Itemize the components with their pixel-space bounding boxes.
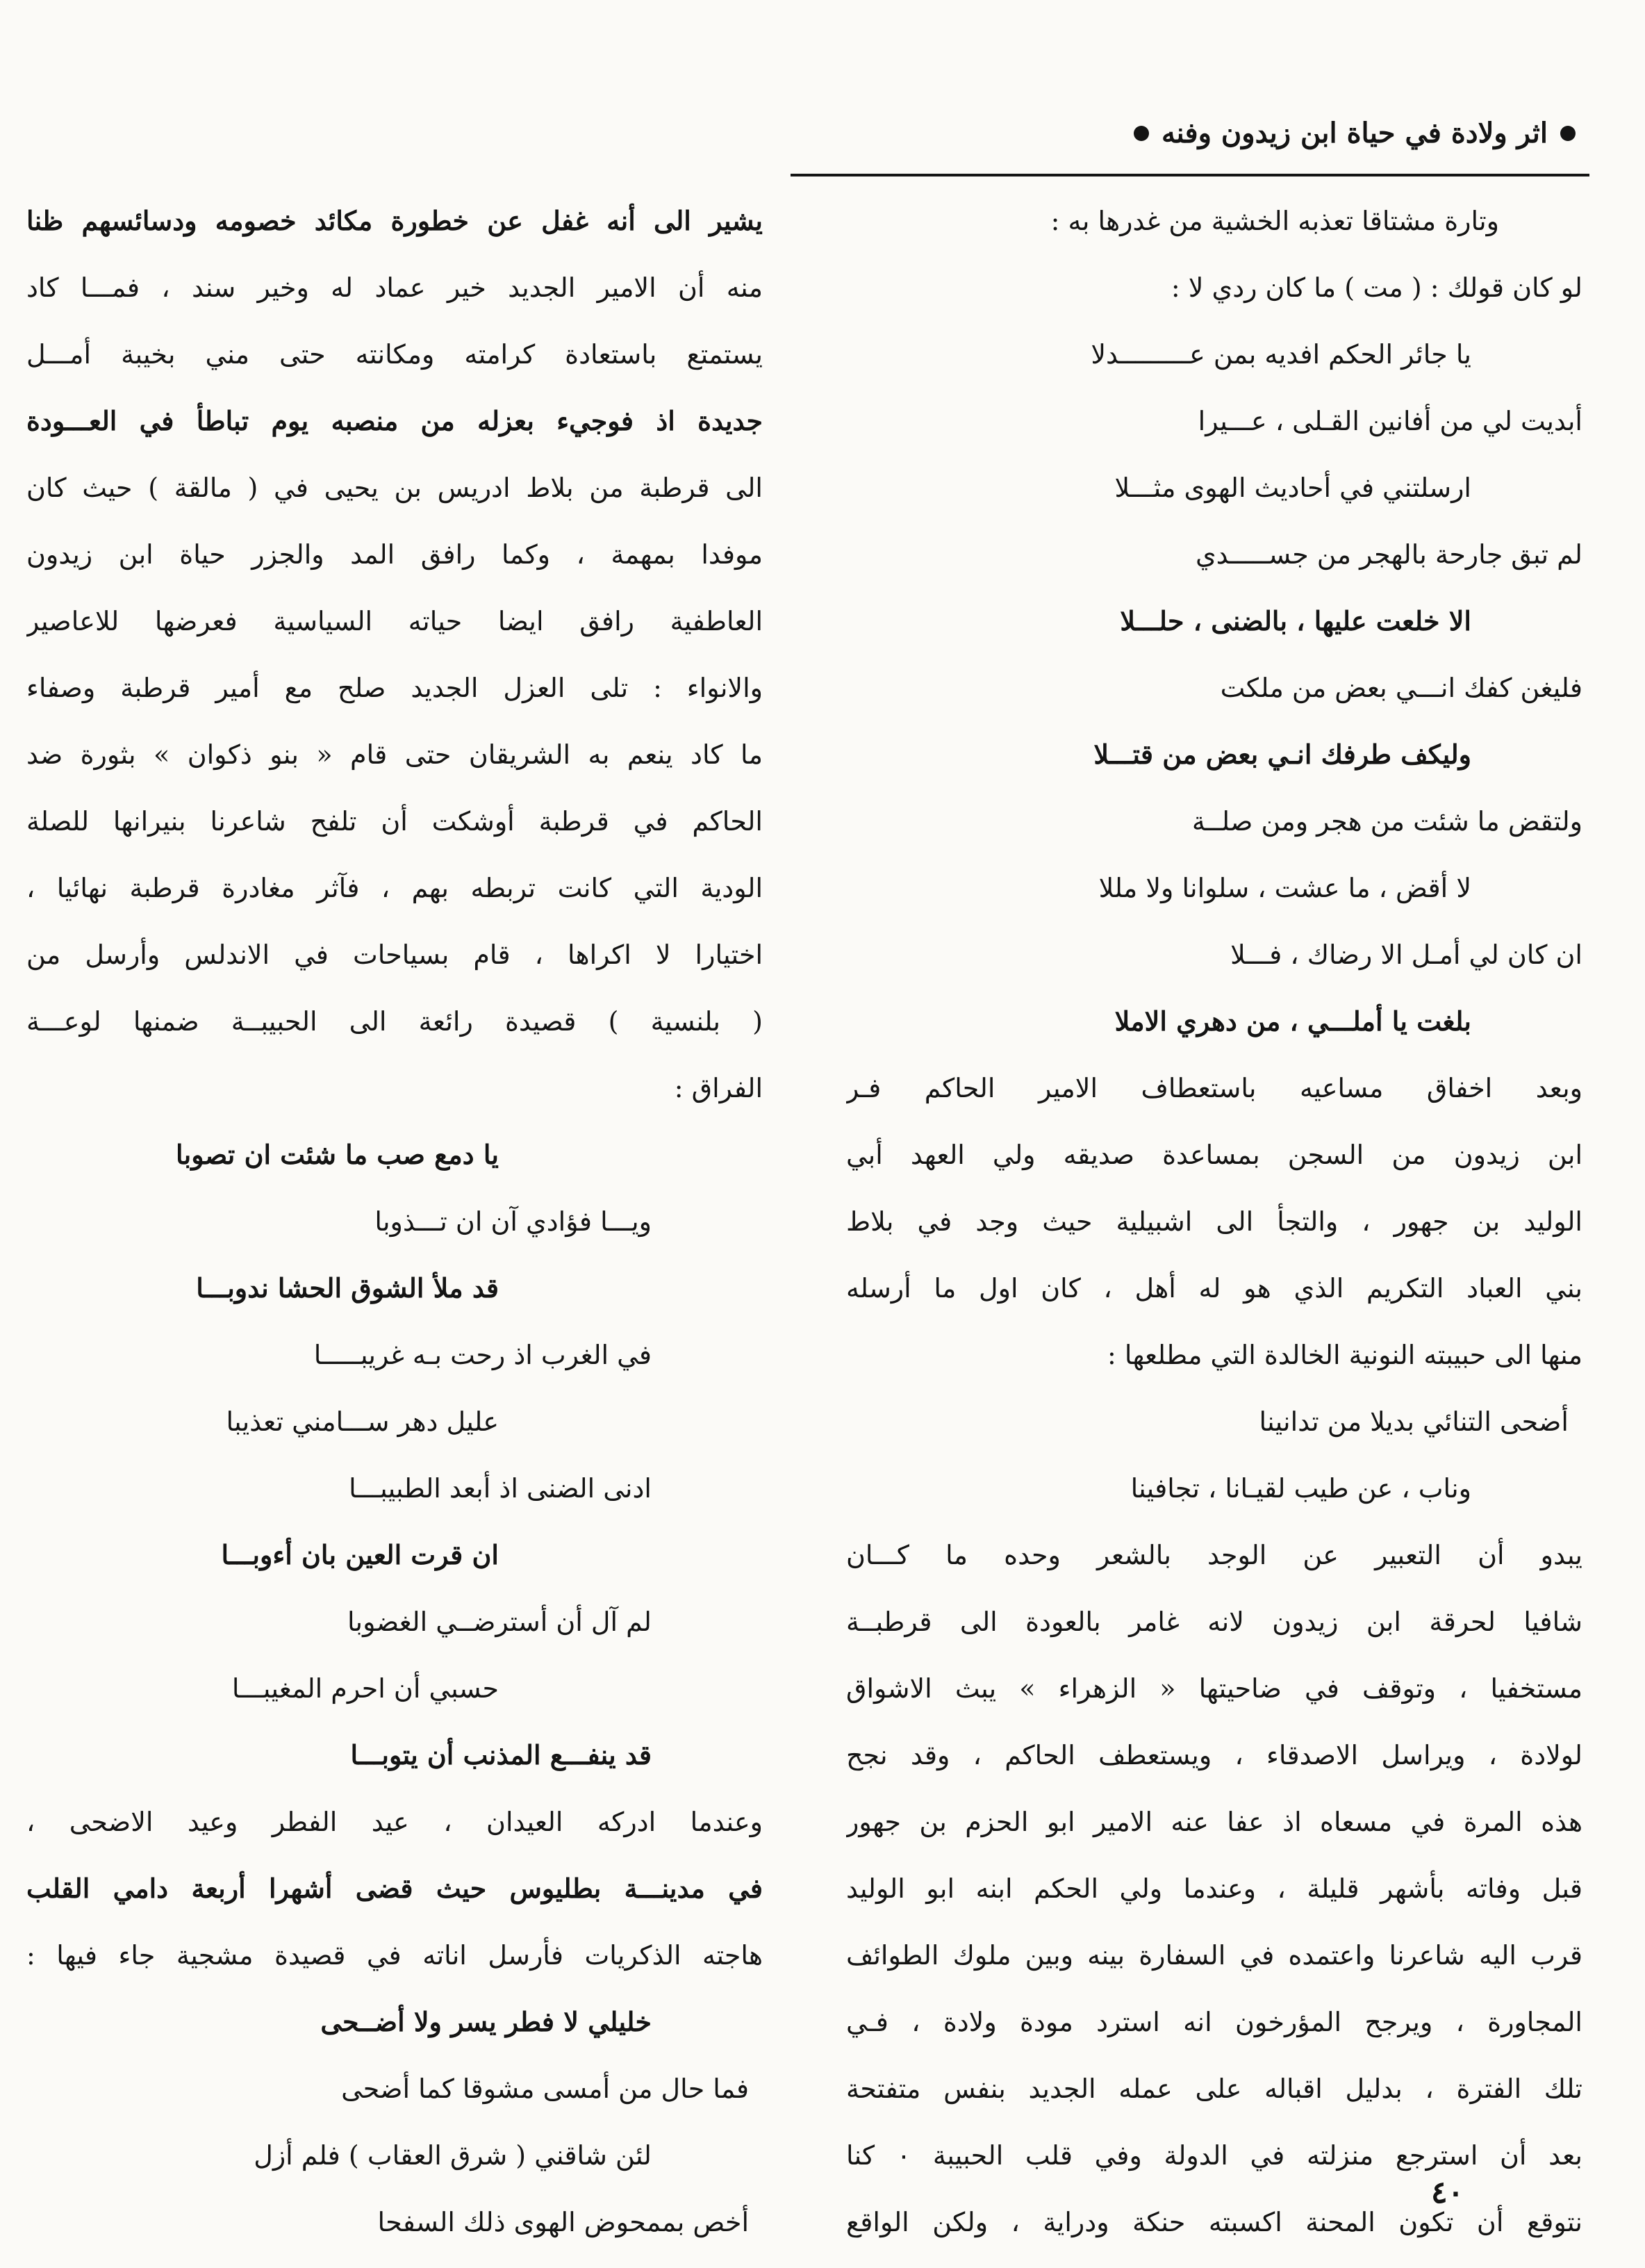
text-line: ان كان لي أمـل الا رضاك ، فـــلا bbox=[1230, 939, 1582, 970]
page-number: ٤٠ bbox=[1431, 2175, 1464, 2210]
text-line: ابن زيدون من السجن بمساعدة صديقه ولي العهد أبي bbox=[846, 1140, 1582, 1170]
text-line: منه أن الامير الجديد خير عماد له وخير سند ، فمـــا كاد bbox=[26, 272, 763, 303]
text-line: يبدو أن التعبير عن الوجد بالشعر وحده ما كـــان bbox=[846, 1540, 1582, 1570]
text-line: ويـــا فؤادي آن ان تـــذوبا bbox=[374, 1206, 652, 1237]
text-line: وناب ، عن طيب لقيـانا ، تجافينا bbox=[1130, 1473, 1471, 1504]
text-line: ادنى الضنى اذ أبعد الطبيبـــا bbox=[349, 1473, 652, 1504]
text-line: ارسلتني في أحاديث الهوى مثـــلا bbox=[1114, 472, 1471, 503]
text-line: بلغت يا أملـــي ، من دهري الاملا bbox=[1114, 1005, 1471, 1037]
text-line: اختيارا لا اكراها ، قام بسياحات في الاندلس وأرسل من bbox=[26, 939, 763, 970]
text-line: وبعد اخفاق مساعيه باستعطاف الامير الحاكم فـر bbox=[846, 1073, 1582, 1103]
text-line: وعندما ادركه العيدان ، عيد الفطر وعيد الاضحى ، bbox=[26, 1807, 763, 1837]
text-line: في مدينـــة بطليوس حيث قضى أشهرا أربعة دامي القلب bbox=[26, 1873, 763, 1904]
running-header-title: اثر ولادة في حياة ابن زيدون وفنه bbox=[1162, 117, 1548, 149]
bullet-icon bbox=[1134, 126, 1149, 141]
text-line: نتوقع أن تكون المحنة اكسبته حنكة ودراية ، ولكن الواقع bbox=[846, 2207, 1582, 2237]
text-line: لم آل أن أسترضــي الغضوبا bbox=[347, 1606, 652, 1637]
text-line: فليغن كفك انـــي بعض من ملكت bbox=[1220, 673, 1582, 703]
text-line: جديدة اذ فوجيء بعزله من منصبه يوم تباطأ في العـــودة bbox=[26, 405, 763, 436]
text-line: لئن شاقني ( شرق العقاب ) فلم أزل bbox=[254, 2140, 652, 2171]
bullet-icon bbox=[1560, 126, 1576, 141]
text-line: لولادة ، ويراسل الاصدقاء ، ويستعطف الحاكم ، وقد نجح bbox=[846, 1740, 1582, 1770]
text-line: يستمتع باستعادة كرامته ومكانته حتى مني بخيبة أمـــل bbox=[26, 339, 763, 370]
text-line: أضحى التنائي بديلا من تدانينا bbox=[1259, 1406, 1569, 1437]
text-line: في الغرب اذ رحت بـه غريبـــــا bbox=[313, 1340, 652, 1370]
text-line: ما كاد ينعم به الشريقان حتى قام « بنو ذكوان » بثورة ضد bbox=[26, 739, 763, 770]
text-line: يا دمع صب ما شئت ان تصوبا bbox=[176, 1139, 499, 1170]
text-line: يا جائر الحكم افديه بمن عـــــــــدلا bbox=[1091, 339, 1471, 370]
text-line: الوليد بن جهور ، والتجأ الى اشبيلية حيث وجد في بلاط bbox=[846, 1206, 1582, 1237]
text-line: ( بلنسية ) قصيدة رائعة الى الحبيبــة ضمنها لوعـــة bbox=[26, 1006, 763, 1037]
left-column bbox=[26, 188, 763, 2255]
text-line: لا أقض ، ما عشت ، سلوانا ولا مللا bbox=[1098, 873, 1471, 903]
text-line: العاطفية رافق ايضا حياته السياسية فعرضها للاعاصير bbox=[26, 606, 763, 636]
text-line: قد ينفـــع المذنب أن يتوبـــا bbox=[350, 1739, 652, 1770]
text-line: الحاكم في قرطبة أوشكت أن تلفح شاعرنا بنيرانها للصلة bbox=[26, 806, 763, 837]
text-line: بني العباد التكريم الذي هو له أهل ، كان اول ما أرسله bbox=[846, 1273, 1582, 1304]
text-line: والانواء : تلى العزل الجديد صلح مع أمير قرطبة وصفاء bbox=[26, 673, 763, 703]
text-line: منها الى حبيبته النونية الخالدة التي مطلعها : bbox=[1107, 1340, 1582, 1370]
text-line: الودية التي كانت تربطه بهم ، فآثر مغادرة قرطبة نهائيا ، bbox=[26, 873, 763, 903]
text-line: موفدا بمهمة ، وكما رافق المد والجزر حياة ابن زيدون bbox=[26, 539, 763, 570]
text-line: وتارة مشتاقا تعذبه الخشية من غدرها به : bbox=[1050, 206, 1499, 236]
text-line: قبل وفاته بأشهر قليلة ، وعندما ولي الحكم ابنه ابو الوليد bbox=[846, 1873, 1582, 1904]
text-line: قد ملأ الشوق الحشا ندوبـــا bbox=[196, 1272, 499, 1304]
text-line: فما حال من أمسى مشوقا كما أضحى bbox=[341, 2073, 749, 2104]
text-line: الى قرطبة من بلاط ادريس بن يحيى في ( مالقة ) حيث كان bbox=[26, 472, 763, 503]
text-line: لم تبق جارحة بالهجر من جســـــدي bbox=[1195, 539, 1582, 570]
text-line: لو كان قولك : ( مت ) ما كان ردي لا : bbox=[1171, 272, 1582, 303]
header-rule bbox=[791, 174, 1589, 176]
text-line: وليكف طرفك انـي بعض من قتـــلا bbox=[1093, 739, 1471, 770]
text-line: بعد أن استرجع منزلته في الدولة وفي قلب الحبيبة ٠ كنا bbox=[846, 2140, 1582, 2171]
text-line: ان قرت العين بان أءوبـــا bbox=[221, 1539, 499, 1570]
text-line: حسبي أن احرم المغيبـــا bbox=[231, 1673, 499, 1704]
running-header bbox=[777, 117, 1576, 149]
text-line: يشير الى أنه غفل عن خطورة مكائد خصومه ودسائسهم ظنا bbox=[26, 205, 763, 236]
text-line: أبديت لي من أفانين القـلى ، عـــيرا bbox=[1198, 406, 1582, 436]
text-line: شافيا لحرقة ابن زيدون لانه غامر بالعودة الى قرطبــة bbox=[846, 1606, 1582, 1637]
text-line: الا خلعت عليها ، بالضنى ، حلـــلا bbox=[1120, 605, 1471, 636]
text-line: هاجته الذكريات فأرسل اناته في قصيدة مشجية جاء فيها : bbox=[26, 1940, 763, 1971]
right-column bbox=[846, 188, 1582, 2255]
text-line: المجاورة ، ويرجح المؤرخون انه استرد مودة ولادة ، فـي bbox=[846, 2007, 1582, 2037]
text-line: خليلي لا فطر يسر ولا أضــحى bbox=[320, 2006, 652, 2037]
text-line: ولتقض ما شئت من هجر ومن صلــة bbox=[1191, 806, 1582, 837]
text-line: تلك الفترة ، بدليل اقباله على عمله الجديد بنفس متفتحة bbox=[846, 2073, 1582, 2104]
text-line: عليل دهر ســـامني تعذيبا bbox=[226, 1406, 499, 1437]
text-line: هذه المرة في مسعاه اذ عفا عنه الامير ابو الحزم بن جهور bbox=[846, 1807, 1582, 1837]
text-line: أخص بممحوض الهوى ذلك السفحا bbox=[377, 2207, 749, 2237]
text-line: قرب اليه شاعرنا واعتمده في السفارة بينه وبين ملوك الطوائف bbox=[846, 1940, 1582, 1971]
text-line: مستخفيا ، وتوقف في ضاحيتها « الزهراء » يبث الاشواق bbox=[846, 1673, 1582, 1704]
text-line: الفراق : bbox=[674, 1073, 763, 1103]
